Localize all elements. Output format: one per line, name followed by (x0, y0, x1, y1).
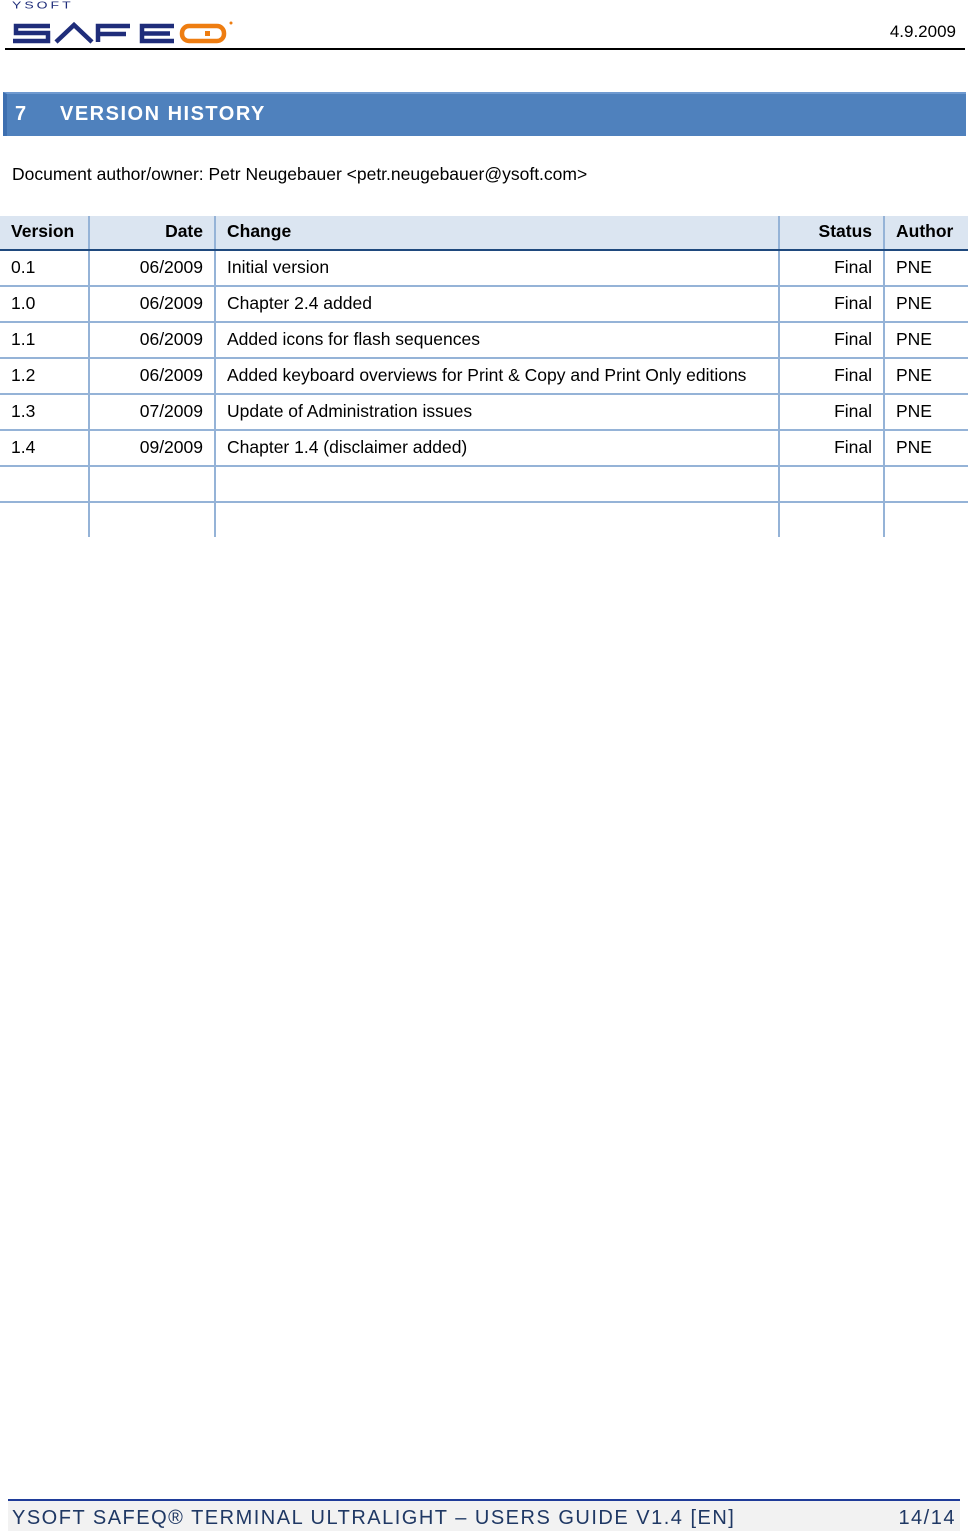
section-title: VERSION HISTORY (60, 103, 266, 125)
page-number: 14/14 (898, 1507, 956, 1529)
cell-version: 1.4 (0, 430, 89, 466)
cell-version: 1.3 (0, 394, 89, 430)
cell-version: 0.1 (0, 250, 89, 286)
cell-date: 06/2009 (89, 358, 215, 394)
column-header-author: Author (884, 216, 968, 250)
cell-date: 06/2009 (89, 322, 215, 358)
table-row (0, 250, 968, 286)
table-row (0, 430, 968, 466)
footer-title: YSOFT SAFEQ® TERMINAL ULTRALIGHT – USERS GUIDE V1.4 [EN] (12, 1507, 736, 1529)
cell-change: Added keyboard overviews for Print & Copy and Print Only editions (215, 358, 779, 394)
cell-status: Final (779, 430, 884, 466)
header-date: 4.9.2009 (889, 22, 956, 41)
cell-author (884, 502, 968, 537)
cell-change: Initial version (215, 250, 779, 286)
cell-date (89, 502, 215, 537)
cell-version: 1.0 (0, 286, 89, 322)
cell-author: PNE (884, 430, 968, 466)
cell-version (0, 466, 89, 502)
table-row (0, 466, 968, 502)
cell-author: PNE (884, 358, 968, 394)
footer (8, 1501, 960, 1531)
cell-version: 1.1 (0, 322, 89, 358)
cell-author: PNE (884, 250, 968, 286)
cell-author: PNE (884, 322, 968, 358)
cell-status: Final (779, 286, 884, 322)
section-number: 7 (15, 103, 28, 125)
version-history-table (0, 216, 968, 537)
cell-change: Chapter 1.4 (disclaimer added) (215, 430, 779, 466)
table-row (0, 394, 968, 430)
cell-change: Chapter 2.4 added (215, 286, 779, 322)
cell-date (89, 466, 215, 502)
cell-status: Final (779, 322, 884, 358)
section-heading (3, 92, 966, 136)
column-header-change: Change (215, 216, 779, 250)
cell-version: 1.2 (0, 358, 89, 394)
header-rule (5, 48, 965, 50)
cell-change: Update of Administration issues (215, 394, 779, 430)
cell-change (215, 466, 779, 502)
cell-status (779, 502, 884, 537)
cell-status: Final (779, 394, 884, 430)
table-row (0, 502, 968, 537)
table-row (0, 358, 968, 394)
cell-change (215, 502, 779, 537)
table-row (0, 322, 968, 358)
ysoft-safeq-logo (10, 0, 240, 46)
cell-status: Final (779, 358, 884, 394)
cell-change: Added icons for flash sequences (215, 322, 779, 358)
cell-author: PNE (884, 394, 968, 430)
cell-date: 09/2009 (89, 430, 215, 466)
svg-text:YSOFT: YSOFT (12, 0, 74, 11)
cell-version (0, 502, 89, 537)
cell-author (884, 466, 968, 502)
column-header-date: Date (89, 216, 215, 250)
column-header-version: Version (0, 216, 89, 250)
cell-status: Final (779, 250, 884, 286)
column-header-status: Status (779, 216, 884, 250)
table-row (0, 286, 968, 322)
table-header-row (0, 216, 968, 250)
cell-date: 06/2009 (89, 250, 215, 286)
cell-author: PNE (884, 286, 968, 322)
cell-status (779, 466, 884, 502)
cell-date: 06/2009 (89, 286, 215, 322)
document-author: Document author/owner: Petr Neugebauer <petr.neugebauer@ysoft.com> (12, 164, 588, 184)
cell-date: 07/2009 (89, 394, 215, 430)
